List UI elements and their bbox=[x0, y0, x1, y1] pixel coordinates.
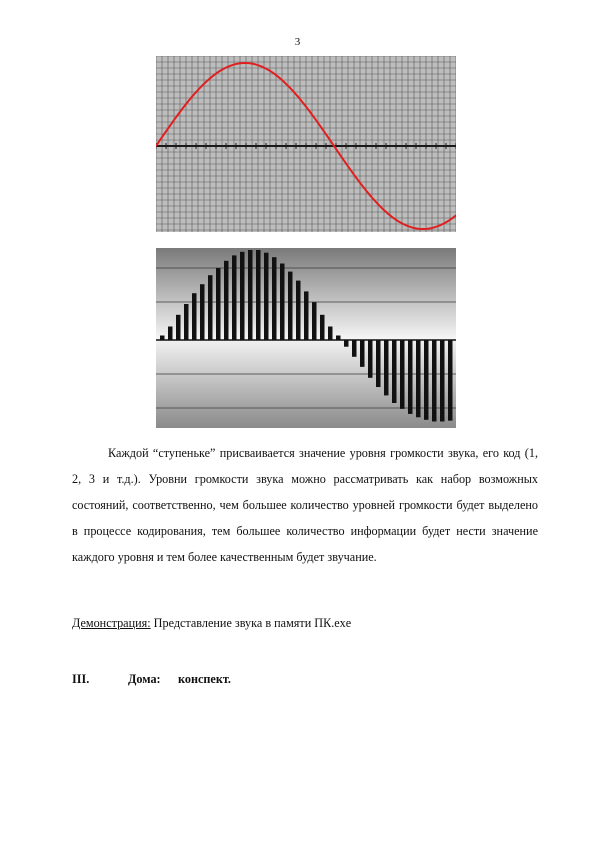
sample-bar bbox=[272, 257, 277, 340]
sample-bar bbox=[336, 336, 341, 341]
sample-bar bbox=[448, 340, 453, 421]
sample-bar bbox=[352, 340, 357, 357]
sample-bar bbox=[408, 340, 413, 414]
sample-bar bbox=[168, 327, 173, 341]
sample-bar bbox=[360, 340, 365, 367]
sample-bar bbox=[192, 293, 197, 340]
sample-bar bbox=[248, 250, 253, 340]
sample-bar bbox=[328, 327, 333, 341]
sample-bar bbox=[392, 340, 397, 403]
sample-bar bbox=[440, 340, 445, 421]
sample-bar bbox=[288, 272, 293, 340]
sample-bar bbox=[304, 291, 309, 340]
homework-line bbox=[72, 672, 231, 687]
demo-line bbox=[72, 616, 351, 631]
homework-label: Дома: bbox=[128, 672, 161, 686]
demo-label: Демонстрация: bbox=[72, 616, 151, 630]
sample-bar bbox=[184, 304, 189, 340]
sample-bar bbox=[416, 340, 421, 417]
sample-bar bbox=[176, 315, 181, 340]
sample-bar bbox=[320, 315, 325, 340]
sample-bar bbox=[384, 340, 389, 395]
sample-bar bbox=[216, 268, 221, 340]
sample-bar bbox=[432, 340, 437, 421]
homework-number: III. bbox=[72, 672, 90, 686]
sample-bar bbox=[368, 340, 373, 378]
sample-bar bbox=[160, 336, 165, 341]
sample-bar bbox=[312, 302, 317, 340]
sample-bar bbox=[344, 340, 349, 347]
sample-bar bbox=[264, 253, 269, 340]
sample-bar bbox=[200, 284, 205, 340]
page-number: 3 bbox=[294, 36, 301, 48]
sampled-bars-chart bbox=[156, 248, 456, 428]
sample-bar bbox=[400, 340, 405, 409]
sample-bar bbox=[280, 264, 285, 341]
sample-bar bbox=[256, 250, 261, 340]
body-paragraph: Каждой “ступеньке” присваивается значение уровня громкости звука, его код (1, 2, 3 и т.д.). Уровни громкости звука можно рассматривать как набор возможных состояний, соответственно, чем большее количество уровней громкости будет выделено в процессе кодирования, тем большее количество информации будет нести значение каждого уровня и тем более качественным будет звучание. bbox=[72, 446, 538, 564]
sample-bar bbox=[232, 255, 237, 340]
sample-bar bbox=[240, 252, 245, 340]
sample-bar bbox=[376, 340, 381, 387]
sample-bar bbox=[424, 340, 429, 420]
sampled-wave-figure bbox=[156, 248, 456, 428]
sample-bar bbox=[208, 275, 213, 340]
demo-text: Представление звука в памяти ПК.exe bbox=[150, 616, 352, 630]
homework-text: конспект. bbox=[178, 672, 231, 686]
sample-bar bbox=[224, 261, 229, 340]
sample-bar bbox=[296, 281, 301, 340]
sine-wave-figure bbox=[156, 56, 456, 232]
sine-wave-chart bbox=[156, 56, 456, 232]
